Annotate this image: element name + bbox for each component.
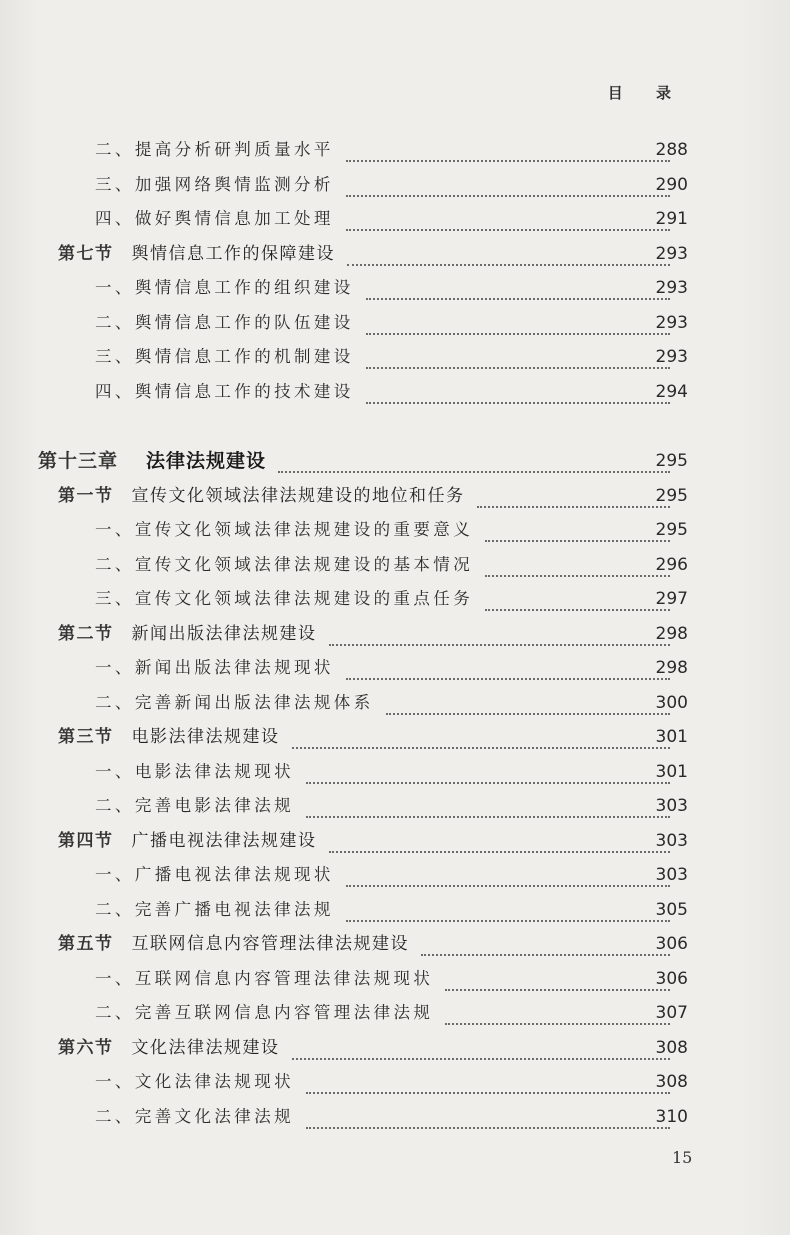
dot-leader — [346, 865, 670, 887]
dot-leader — [347, 244, 670, 266]
toc-entry-number: 二、 — [95, 1003, 135, 1022]
toc-entry-number: 二、 — [95, 1106, 135, 1126]
toc-section-entry — [0, 1032, 790, 1066]
toc-entry-title: 广播电视法律法规现状 — [134, 865, 334, 884]
dot-leader — [329, 831, 670, 853]
toc-entry-title: 电影法律法规现状 — [134, 761, 295, 781]
toc-page-number: 307 — [655, 1003, 688, 1023]
toc-entry-label — [95, 518, 473, 542]
toc-item-entry — [0, 341, 790, 375]
toc-entry-title: 广播电视法律法规建设 — [131, 830, 317, 851]
dot-leader — [346, 175, 670, 197]
dot-leader — [306, 762, 670, 784]
toc-item-entry — [0, 1101, 790, 1135]
toc-entry-title: 宣传文化领域法律法规建设的地位和任务 — [131, 485, 465, 506]
toc-entry-label — [95, 1070, 294, 1094]
toc-page-number: 293 — [655, 278, 688, 298]
toc-item-entry — [0, 652, 790, 686]
toc-entry-number: 二、 — [95, 692, 135, 712]
toc-entry-label — [58, 725, 280, 749]
toc-page-number: 294 — [655, 381, 688, 402]
toc-page-number: 306 — [655, 968, 688, 989]
toc-entry-title: 提高分析研判质量水平 — [134, 140, 334, 159]
toc-entry-label — [95, 138, 334, 162]
dot-leader — [292, 727, 670, 749]
toc-item-entry — [0, 997, 790, 1031]
dot-leader — [366, 347, 670, 369]
toc-page-number: 297 — [655, 589, 688, 609]
toc-entry-label — [95, 587, 473, 611]
toc-page-number: 305 — [655, 899, 688, 920]
toc-page-number: 293 — [655, 243, 688, 264]
toc-entry-label — [95, 1001, 433, 1025]
toc-item-entry — [0, 307, 790, 341]
toc-entry-title: 完善互联网信息内容管理法律法规 — [134, 1003, 434, 1022]
toc-entry-number: 四、 — [95, 209, 135, 228]
toc-chapter-entry — [0, 445, 790, 479]
dot-leader — [366, 313, 670, 335]
toc-page-number: 295 — [655, 451, 688, 471]
toc-entry-title: 法律法规建设 — [146, 450, 267, 472]
dot-leader — [278, 451, 670, 473]
toc-entry-label — [95, 311, 354, 335]
running-head: 目 录 — [607, 84, 685, 102]
toc-entry-title: 宣传文化领域法律法规建设的基本情况 — [134, 554, 474, 574]
toc-page-number: 301 — [655, 727, 688, 747]
toc-entry-number: 一、 — [95, 278, 135, 297]
toc-item-entry — [0, 549, 790, 583]
toc-page-number: 303 — [655, 830, 688, 851]
toc-entry-label — [95, 380, 354, 404]
toc-entry-number: 四、 — [95, 381, 135, 401]
toc-page-number: 306 — [655, 934, 688, 954]
toc-entry-label — [95, 967, 433, 991]
toc-entry-title: 完善广播电视法律法规 — [134, 899, 334, 919]
toc-entry-title: 舆情信息工作的保障建设 — [131, 243, 335, 264]
toc-section-entry — [0, 618, 790, 652]
toc-entry-label — [38, 449, 266, 473]
toc-page-number: 303 — [655, 796, 688, 816]
toc-item-entry — [0, 894, 790, 928]
toc-entry-number: 三、 — [95, 589, 135, 608]
toc-entry-title: 文化法律法规建设 — [131, 1037, 280, 1058]
toc-entry-title: 新闻出版法律法规建设 — [131, 623, 317, 644]
toc-entry-number: 一、 — [95, 520, 135, 539]
toc-page-number: 310 — [655, 1106, 688, 1127]
toc-entry-title: 舆情信息工作的队伍建设 — [134, 312, 354, 332]
toc-section-entry — [0, 928, 790, 962]
toc-item-entry — [0, 1066, 790, 1100]
toc-section-entry — [0, 238, 790, 272]
toc-entry-label — [95, 898, 334, 922]
toc-entry-number: 二、 — [95, 899, 135, 919]
toc-entry-label — [58, 484, 465, 508]
toc-entry-number: 第六节 — [58, 1037, 114, 1058]
toc-entry-number: 第五节 — [58, 934, 114, 954]
dot-leader — [346, 658, 670, 680]
toc-entry-number: 第一节 — [58, 485, 114, 506]
toc-page-number: 295 — [655, 485, 688, 506]
dot-leader — [346, 900, 670, 922]
toc-entry-number: 二、 — [95, 796, 135, 815]
toc-entry-title: 舆情信息工作的技术建设 — [134, 381, 354, 401]
toc-entry-number: 三、 — [95, 347, 135, 366]
toc-page-number: 300 — [655, 692, 688, 713]
toc-entry-label — [95, 760, 294, 784]
toc-item-entry — [0, 376, 790, 410]
toc-section-entry — [0, 825, 790, 859]
toc-entry-title: 完善新闻出版法律法规体系 — [134, 692, 374, 712]
toc-entry-number: 一、 — [95, 1072, 135, 1091]
toc-page-number: 298 — [655, 623, 688, 644]
toc-entry-number: 一、 — [95, 658, 135, 677]
toc-item-entry — [0, 583, 790, 617]
toc-entry-title: 完善文化法律法规 — [134, 1106, 295, 1126]
toc-item-entry — [0, 687, 790, 721]
toc-entry-title: 宣传文化领域法律法规建设的重点任务 — [134, 589, 474, 608]
toc-entry-label — [58, 622, 317, 646]
toc-entry-label — [58, 829, 317, 853]
toc-section-entry — [0, 721, 790, 755]
toc-item-entry — [0, 134, 790, 168]
toc-entry-title: 新闻出版法律法规现状 — [134, 658, 334, 677]
toc-page-number: 290 — [655, 174, 688, 195]
toc-page-number: 291 — [655, 209, 688, 229]
toc-item-entry — [0, 790, 790, 824]
toc-entry-number: 第四节 — [58, 830, 114, 851]
toc-page-number: 308 — [655, 1037, 688, 1058]
toc-page-number: 296 — [655, 554, 688, 575]
dot-leader — [346, 209, 670, 231]
toc-item-entry — [0, 963, 790, 997]
toc-entry-number: 二、 — [95, 312, 135, 332]
dot-leader — [306, 1107, 670, 1129]
toc-page-number: 293 — [655, 347, 688, 367]
dot-leader — [306, 796, 670, 818]
toc-page-number: 293 — [655, 312, 688, 333]
dot-leader — [292, 1038, 670, 1060]
toc-item-entry — [0, 859, 790, 893]
toc-entry-title: 互联网信息内容管理法律法规建设 — [131, 934, 409, 954]
toc-entry-title: 宣传文化领域法律法规建设的重要意义 — [134, 520, 474, 539]
toc-entry-title: 加强网络舆情监测分析 — [134, 174, 334, 194]
toc-item-entry — [0, 756, 790, 790]
toc-entry-number: 一、 — [95, 968, 135, 988]
toc-entry-label — [95, 691, 374, 715]
toc-entry-number: 一、 — [95, 865, 135, 884]
toc-entry-number: 第七节 — [58, 243, 114, 264]
dot-leader — [366, 278, 670, 300]
toc-entry-label — [95, 1105, 294, 1129]
toc-entry-label — [95, 207, 334, 231]
toc-entry-title: 文化法律法规现状 — [134, 1072, 295, 1091]
toc-item-entry — [0, 169, 790, 203]
toc-page-number: 301 — [655, 761, 688, 782]
toc-item-entry — [0, 203, 790, 237]
toc-entry-label — [95, 345, 354, 369]
toc-entry-label — [95, 863, 334, 887]
toc-page-number: 295 — [655, 520, 688, 540]
toc-entry-title: 舆情信息工作的机制建设 — [134, 347, 354, 366]
toc-entry-label — [95, 553, 473, 577]
dot-leader — [366, 382, 670, 404]
toc-item-entry — [0, 514, 790, 548]
toc-entry-label — [95, 276, 354, 300]
toc-entry-label — [95, 656, 334, 680]
toc-entry-number: 三、 — [95, 174, 135, 194]
toc-entry-number: 二、 — [95, 140, 135, 159]
toc-entry-title: 完善电影法律法规 — [134, 796, 295, 815]
toc-entry-label — [58, 242, 335, 266]
toc-entry-number: 第二节 — [58, 623, 114, 644]
toc-entry-label — [58, 1036, 280, 1060]
toc-entry-title: 舆情信息工作的组织建设 — [134, 278, 354, 297]
dot-leader — [346, 140, 670, 162]
toc-entry-number: 二、 — [95, 554, 135, 574]
toc-entry-title: 电影法律法规建设 — [131, 727, 280, 747]
toc-entry-number: 一、 — [95, 761, 135, 781]
toc-entry-number: 第三节 — [58, 727, 114, 747]
toc-page-number: 303 — [655, 865, 688, 885]
toc-entry-title: 互联网信息内容管理法律法规现状 — [134, 968, 434, 988]
toc-entry-label — [95, 173, 334, 197]
toc-entry-title: 做好舆情信息加工处理 — [134, 209, 334, 228]
toc-entry-number: 第十三章 — [38, 450, 119, 472]
toc-page-number: 288 — [655, 140, 688, 160]
dot-leader — [329, 624, 670, 646]
toc-entry-label — [58, 932, 409, 956]
dot-leader — [306, 1072, 670, 1094]
toc-entry-label — [95, 794, 294, 818]
toc-page-number: 308 — [655, 1072, 688, 1092]
toc-item-entry — [0, 272, 790, 306]
toc-section-entry — [0, 480, 790, 514]
toc-page-number: 298 — [655, 658, 688, 678]
page-folio: 15 — [672, 1148, 693, 1167]
